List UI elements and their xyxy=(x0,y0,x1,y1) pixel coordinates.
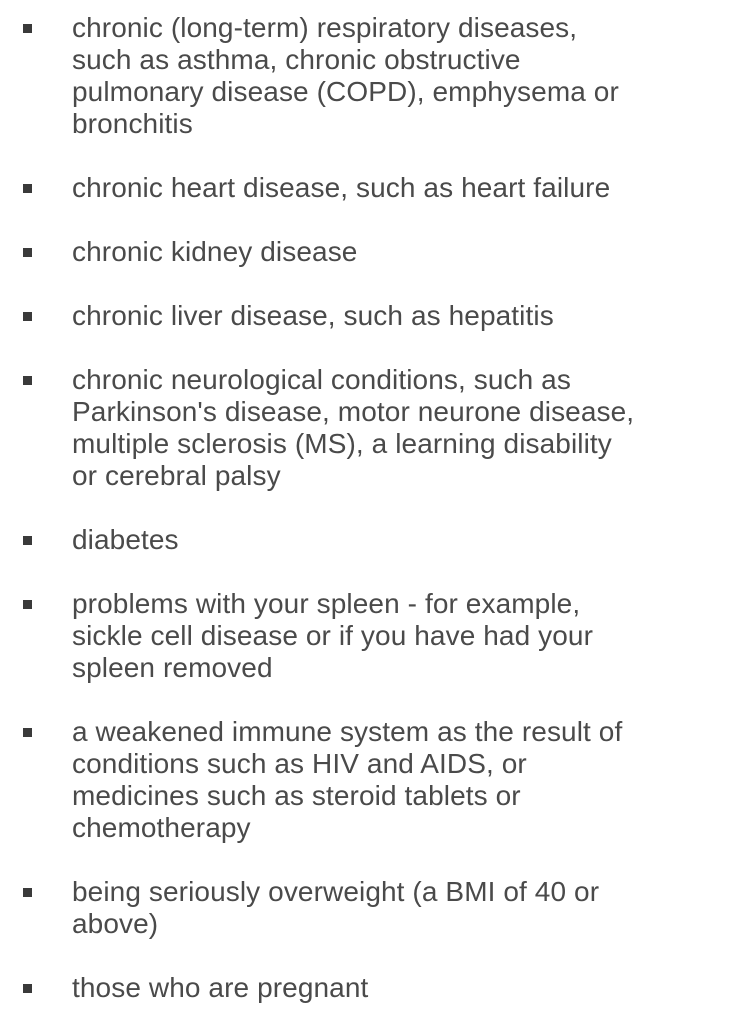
square-bullet-icon xyxy=(23,312,32,321)
square-bullet-icon xyxy=(23,536,32,545)
list-item xyxy=(0,972,749,1004)
item-text-line: Parkinson's disease, motor neurone disease, xyxy=(72,396,635,427)
item-text-line: spleen removed xyxy=(72,652,273,683)
item-text-line: problems with your spleen - for example, xyxy=(72,588,581,619)
item-text-line: chemotherapy xyxy=(72,812,251,843)
list-item xyxy=(0,364,749,492)
item-text-line: chronic kidney disease xyxy=(72,236,358,267)
item-text-line: chronic heart disease, such as heart failure xyxy=(72,172,611,203)
list-item xyxy=(0,716,749,844)
list-item xyxy=(0,172,749,204)
square-bullet-icon xyxy=(23,184,32,193)
item-text-line: bronchitis xyxy=(72,108,193,139)
list-item xyxy=(0,300,749,332)
item-text-line: conditions such as HIV and AIDS, or xyxy=(72,748,527,779)
item-text-line: above) xyxy=(72,908,159,939)
item-text-line: diabetes xyxy=(72,524,179,555)
list-item xyxy=(0,876,749,940)
square-bullet-icon xyxy=(23,984,32,993)
item-text-line: or cerebral palsy xyxy=(72,460,281,491)
condition-list xyxy=(0,12,749,1036)
item-text-line: a weakened immune system as the result of xyxy=(72,716,623,747)
square-bullet-icon xyxy=(23,728,32,737)
list-item xyxy=(0,12,749,140)
item-text-line: those who are pregnant xyxy=(72,972,369,1003)
item-text-line: chronic liver disease, such as hepatitis xyxy=(72,300,554,331)
square-bullet-icon xyxy=(23,24,32,33)
item-text-line: being seriously overweight (a BMI of 40 or xyxy=(72,876,600,907)
square-bullet-icon xyxy=(23,600,32,609)
item-text-line: chronic neurological conditions, such as xyxy=(72,364,571,395)
square-bullet-icon xyxy=(23,248,32,257)
list-item xyxy=(0,588,749,684)
item-text-line: chronic (long-term) respiratory diseases, xyxy=(72,12,578,43)
list-item xyxy=(0,236,749,268)
item-text-line: pulmonary disease (COPD), emphysema or xyxy=(72,76,619,107)
square-bullet-icon xyxy=(23,888,32,897)
item-text-line: medicines such as steroid tablets or xyxy=(72,780,521,811)
item-text-line: multiple sclerosis (MS), a learning disability xyxy=(72,428,612,459)
item-text-line: such as asthma, chronic obstructive xyxy=(72,44,521,75)
square-bullet-icon xyxy=(23,376,32,385)
list-item xyxy=(0,524,749,556)
item-text-line: sickle cell disease or if you have had your xyxy=(72,620,594,651)
